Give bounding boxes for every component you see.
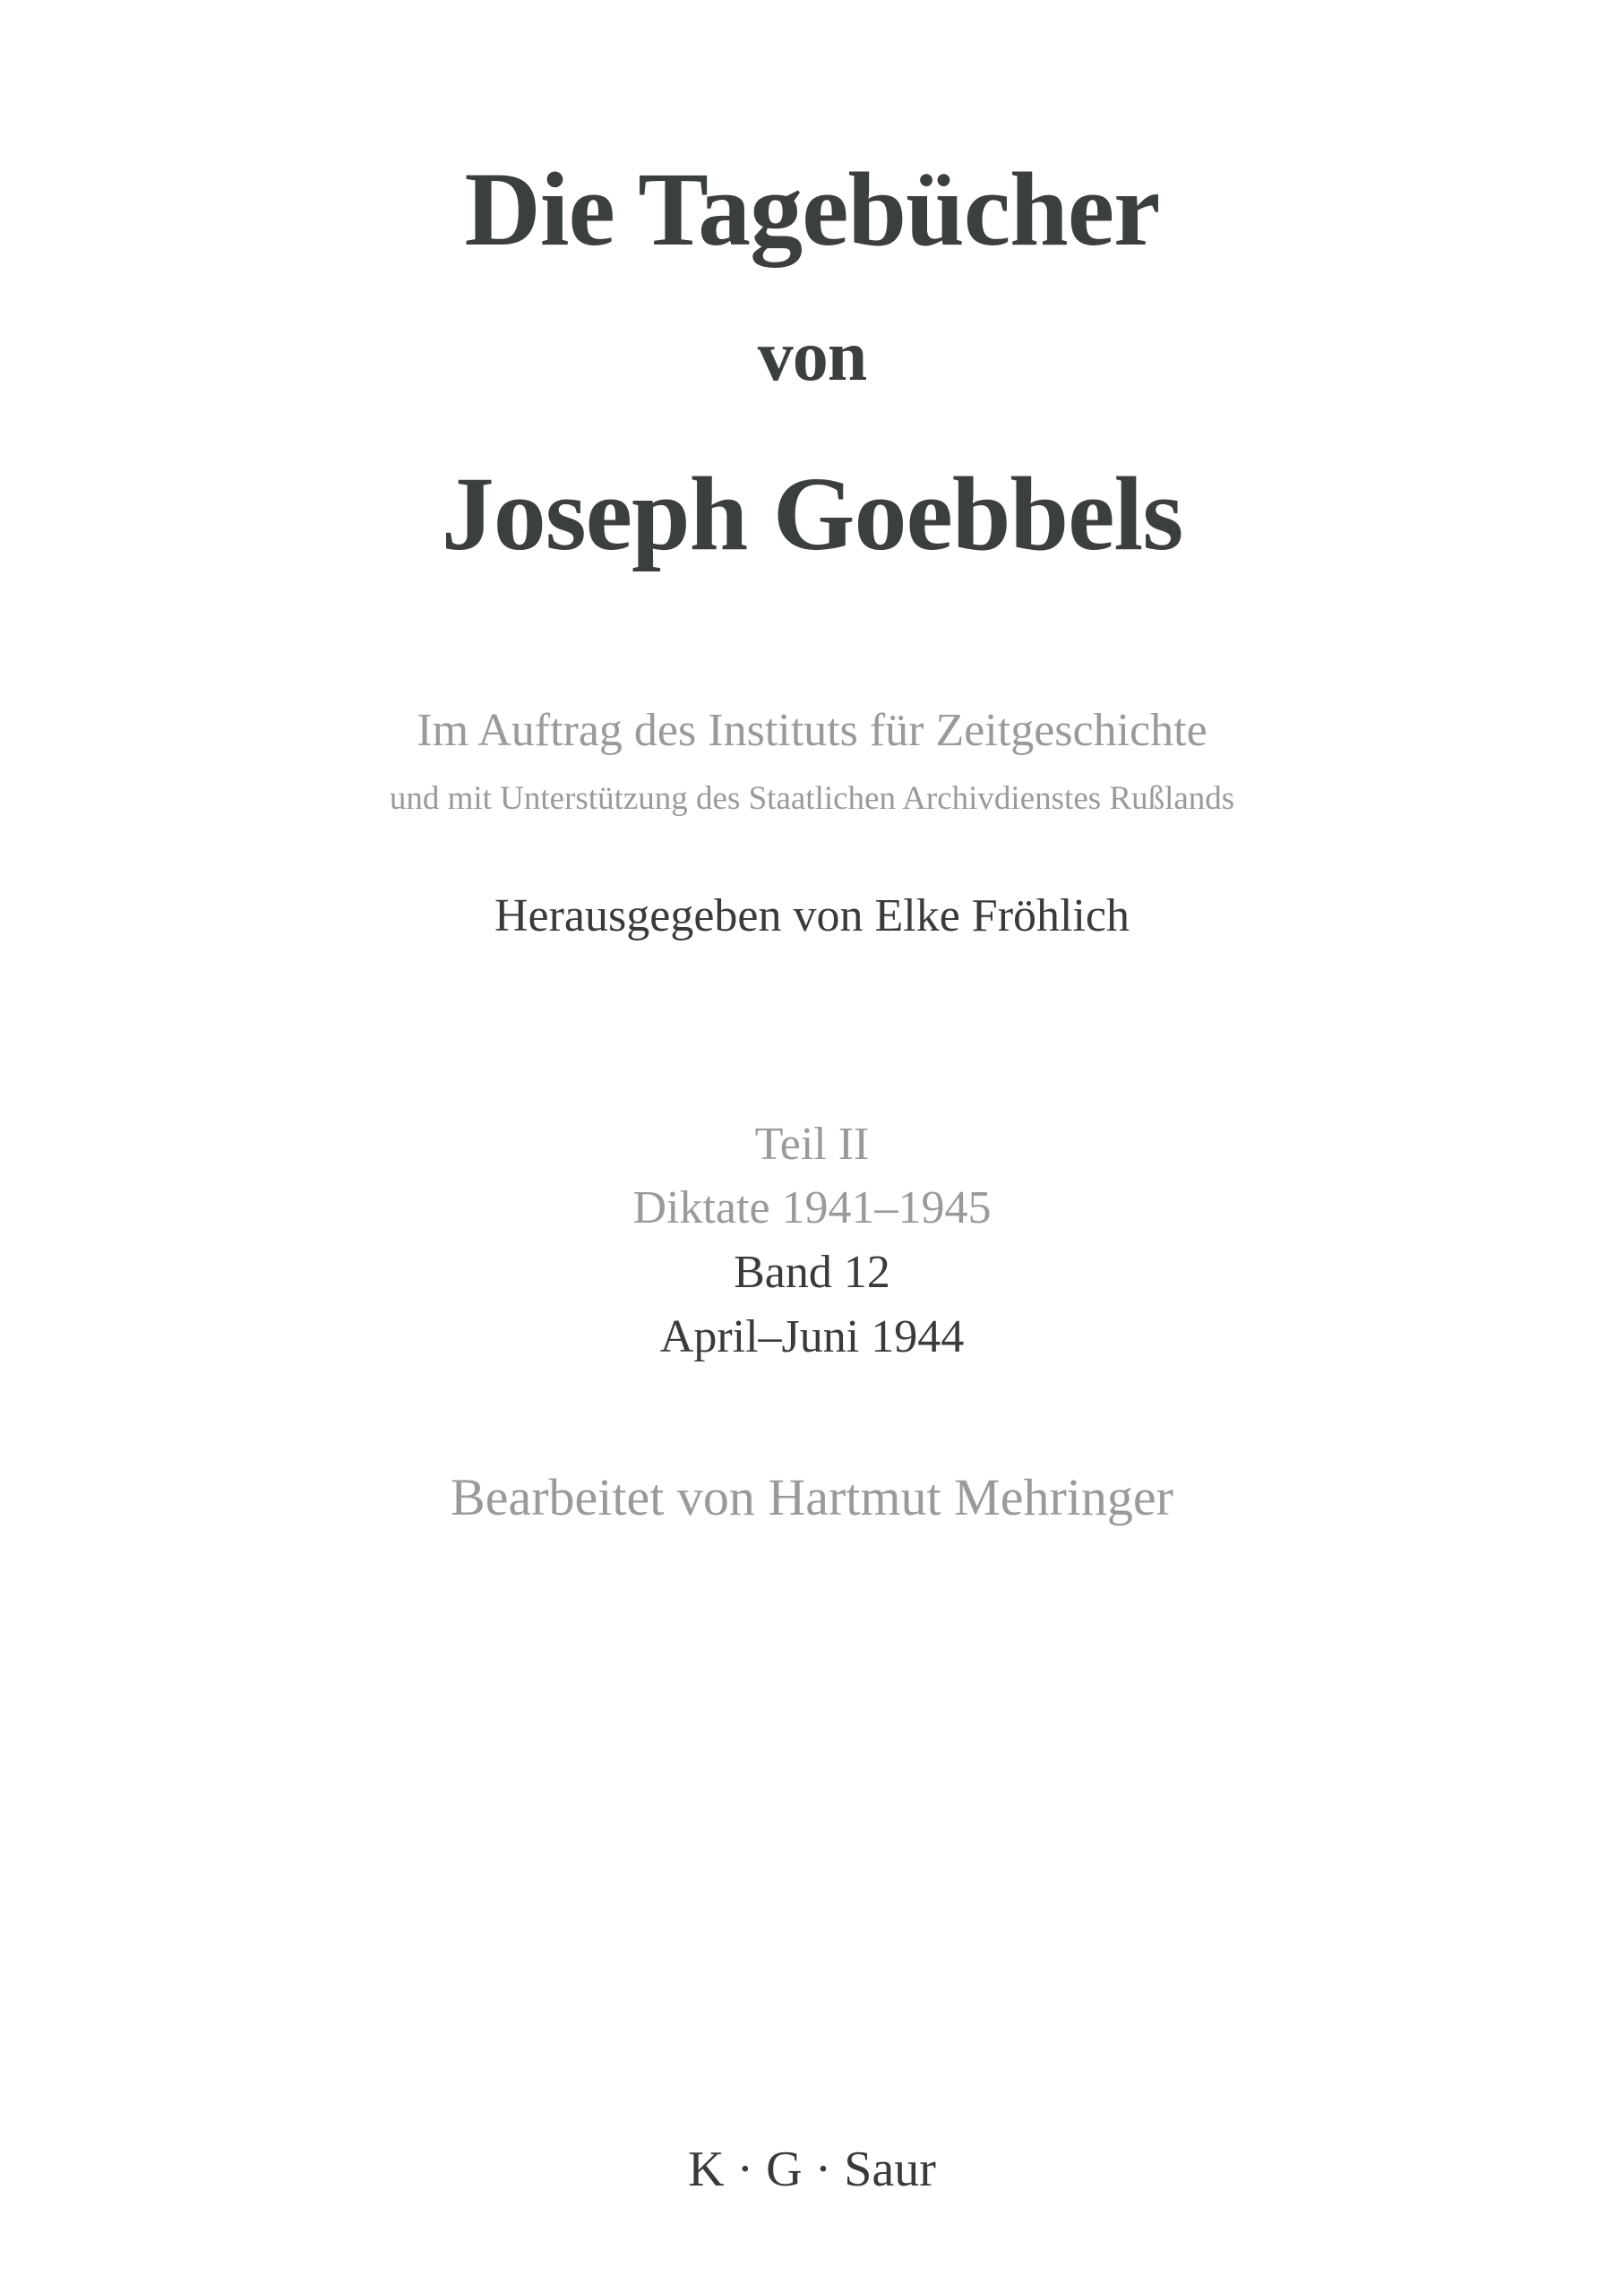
commission-line-1: Im Auftrag des Instituts für Zeitgeschichte (417, 705, 1207, 756)
editor-line: Herausgegeben von Elke Fröhlich (494, 890, 1130, 941)
volume-series: Diktate 1941–1945 (632, 1182, 992, 1233)
commission-line-2: und mit Unterstützung des Staatlichen Archivdienstes Rußlands (389, 780, 1235, 817)
volume-period: April–Juni 1944 (659, 1311, 965, 1362)
book-title-line-2: von (757, 317, 867, 396)
book-title-line-3: Joseph Goebbels (441, 455, 1183, 572)
publisher-name: K · G · Saur (688, 2142, 936, 2197)
volume-band: Band 12 (734, 1247, 890, 1298)
band-editor-line: Bearbeitet von Hartmut Mehringer (451, 1468, 1173, 1526)
volume-part: Teil II (754, 1119, 870, 1170)
book-title-line-1: Die Tagebücher (464, 150, 1160, 268)
